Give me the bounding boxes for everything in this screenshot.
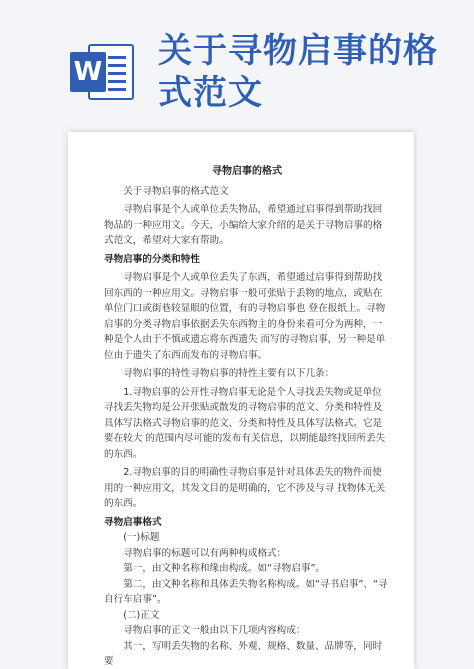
paragraph: (一)标题 (123, 532, 160, 543)
paragraph: 2.寻物启事的目的明确性寻物启事是针对具体丢失的物件而使用的一种应用文，其发文目的是明确的，它不涉及与寻 找物体无关的东西。 (104, 467, 386, 509)
paragraph: 寻物启事的特性寻物启事的特性主要有以下几条： (123, 368, 335, 379)
section-heading: 寻物启事的分类和特性 (104, 253, 200, 265)
document-body (104, 184, 390, 669)
page-title: 关于寻物启事的格式范文 (158, 31, 438, 113)
document-page (68, 132, 414, 669)
paragraph: 寻物启事的正文一般由以下几项内容构成： (123, 625, 306, 636)
paragraph: 寻物启事的标题可以有两种构成格式： (123, 547, 287, 559)
word-icon (70, 40, 136, 104)
paragraph: 第一，由文种名称和缘由构成。如“寻物启事”。 (123, 563, 326, 574)
word-badge: W (70, 52, 106, 92)
paragraph: 1.寻物启事的公开性寻物启事无论是个人寻找丢失物或是单位寻找丢失物均是公开张贴或散发的寻物启事的范文、分类和特性及具体写法格式寻物启事的范文、分类和特性及具体写法格式。它是要在较大 的范围内尽可能的发布有关信息，以期能最终找回所丢失的东西。 (104, 386, 386, 460)
document-heading: 寻物启事的格式 (212, 166, 282, 177)
paragraph: 寻物启事是个人或单位丢失物品，希望通过启事得到帮助找回物品的一种应用文。今天，小编给大家介绍的是关于寻物启事的格式范文，希望对大家有帮助。 (104, 204, 383, 246)
paragraph: 寻物启事是个人或单位丢失了东西，希望通过启事得到帮助找回东西的一种应用文。寻物启事一般可张贴于丢物的地点，或贴在单位门口或街巷较显眼的位置，有的寻物启事也 登在报纸上。寻物启事的分类寻物启事依据丢失东西物主的身份来看可分为两种，一种是个人由于不慎或遗忘将东西遗失 而写的寻物启事，另一种是单位由于遗失了东西而发布的寻物启事。 (104, 272, 386, 361)
paragraph: 关于寻物启事的格式范文 (123, 185, 229, 197)
paragraph: 第二，由文种名称和具体丢失物名称构成。如“寻书启事”、“寻自行车启事”。 (104, 578, 388, 605)
section-heading: 寻物启事格式 (104, 516, 162, 528)
paragraph: (二)正文 (123, 609, 160, 621)
paragraph: 其一，写明丢失物的名称、外观、规格、数量、品牌等，同时要 (104, 640, 383, 667)
